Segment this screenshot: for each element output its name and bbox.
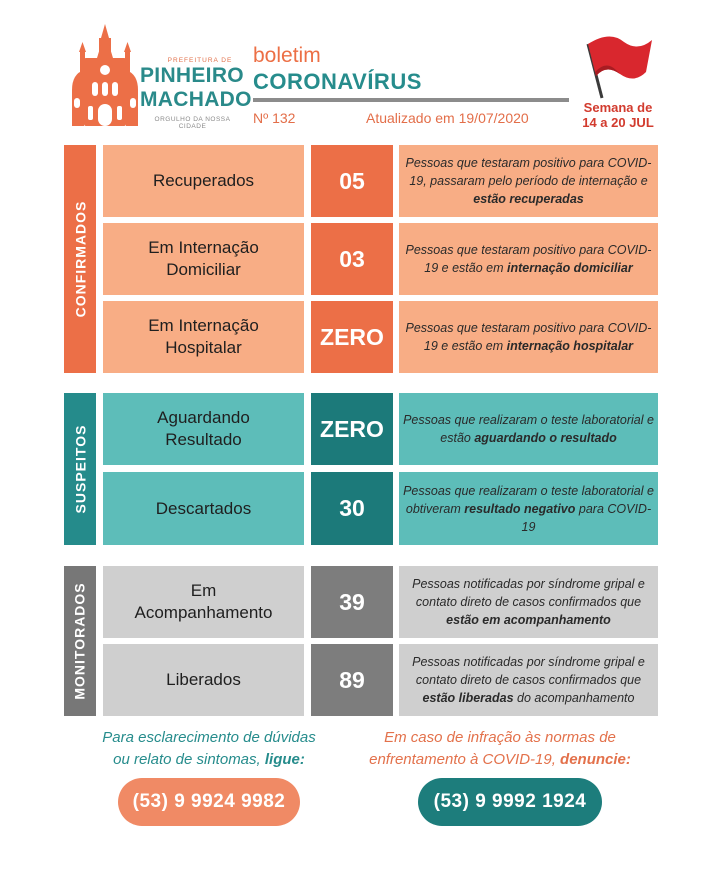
boletim-label: boletim — [253, 44, 321, 67]
row-liberados-description: Pessoas notificadas por síndrome gripal e contato direto de casos confirmados que estão liberadas do acompanhamento — [399, 644, 658, 716]
flag-icon — [580, 30, 655, 100]
updated-date: Atualizado em 19/07/2020 — [366, 110, 529, 126]
row-internacao-domiciliar-label: Em Internação Domiciliar — [103, 223, 304, 295]
row-internacao-domiciliar-value: 03 — [311, 223, 393, 295]
church-logo-icon — [70, 24, 140, 126]
row-internacao-hospitalar-label: Em Internação Hospitalar — [103, 301, 304, 373]
row-acompanhamento-description: Pessoas notificadas por síndrome gripal e contato direto de casos confirmados que estão em acompanhamento — [399, 566, 658, 638]
logo-city-name: PINHEIRO MACHADO — [140, 64, 252, 111]
row-liberados-label: Liberados — [103, 644, 304, 716]
row-recuperados-value: 05 — [311, 145, 393, 217]
page-title: CORONAVÍRUS — [253, 69, 422, 94]
logo-slogan: ORGULHO DA NOSSA CIDADE — [154, 116, 231, 130]
row-internacao-domiciliar-description: Pessoas que testaram positivo para COVID-19 e estão em internação domiciliar — [399, 223, 658, 295]
row-aguardando-resultado-description: Pessoas que realizaram o teste laboratorial e estão aguardando o resultado — [399, 393, 658, 465]
week-range: Semana de 14 a 20 JUL — [582, 100, 654, 130]
logo-prefeitura-text: PREFEITURA DE — [167, 57, 233, 64]
row-acompanhamento-value: 39 — [311, 566, 393, 638]
row-aguardando-resultado-label: Aguardando Resultado — [103, 393, 304, 465]
report-phone-button[interactable]: (53) 9 9992 1924 — [418, 778, 602, 826]
footer-help-text: Para esclarecimento de dúvidas ou relato de sintomas, ligue: — [102, 729, 316, 768]
bulletin-number: Nº 132 — [253, 110, 296, 126]
help-phone-button[interactable]: (53) 9 9924 9982 — [118, 778, 300, 826]
section-confirmados-label: CONFIRMADOS — [64, 145, 96, 373]
title-divider — [253, 98, 569, 102]
row-recuperados-label: Recuperados — [103, 145, 304, 217]
row-liberados-value: 89 — [311, 644, 393, 716]
row-descartados-value: 30 — [311, 472, 393, 545]
section-suspeitos-label: SUSPEITOS — [64, 393, 96, 545]
row-internacao-hospitalar-description: Pessoas que testaram positivo para COVID-19 e estão em internação hospitalar — [399, 301, 658, 373]
row-aguardando-resultado-value: ZERO — [311, 393, 393, 465]
row-descartados-description: Pessoas que realizaram o teste laboratorial e obtiveram resultado negativo para COVID-19 — [399, 472, 658, 545]
row-recuperados-description: Pessoas que testaram positivo para COVID-19, passaram pelo período de internação e estão recuperadas — [399, 145, 658, 217]
footer-report-text: Em caso de infração às normas de enfrentamento à COVID-19, denuncie: — [369, 729, 631, 768]
row-internacao-hospitalar-value: ZERO — [311, 301, 393, 373]
row-acompanhamento-label: Em Acompanhamento — [103, 566, 304, 638]
section-monitorados-label: MONITORADOS — [64, 566, 96, 716]
row-descartados-label: Descartados — [103, 472, 304, 545]
